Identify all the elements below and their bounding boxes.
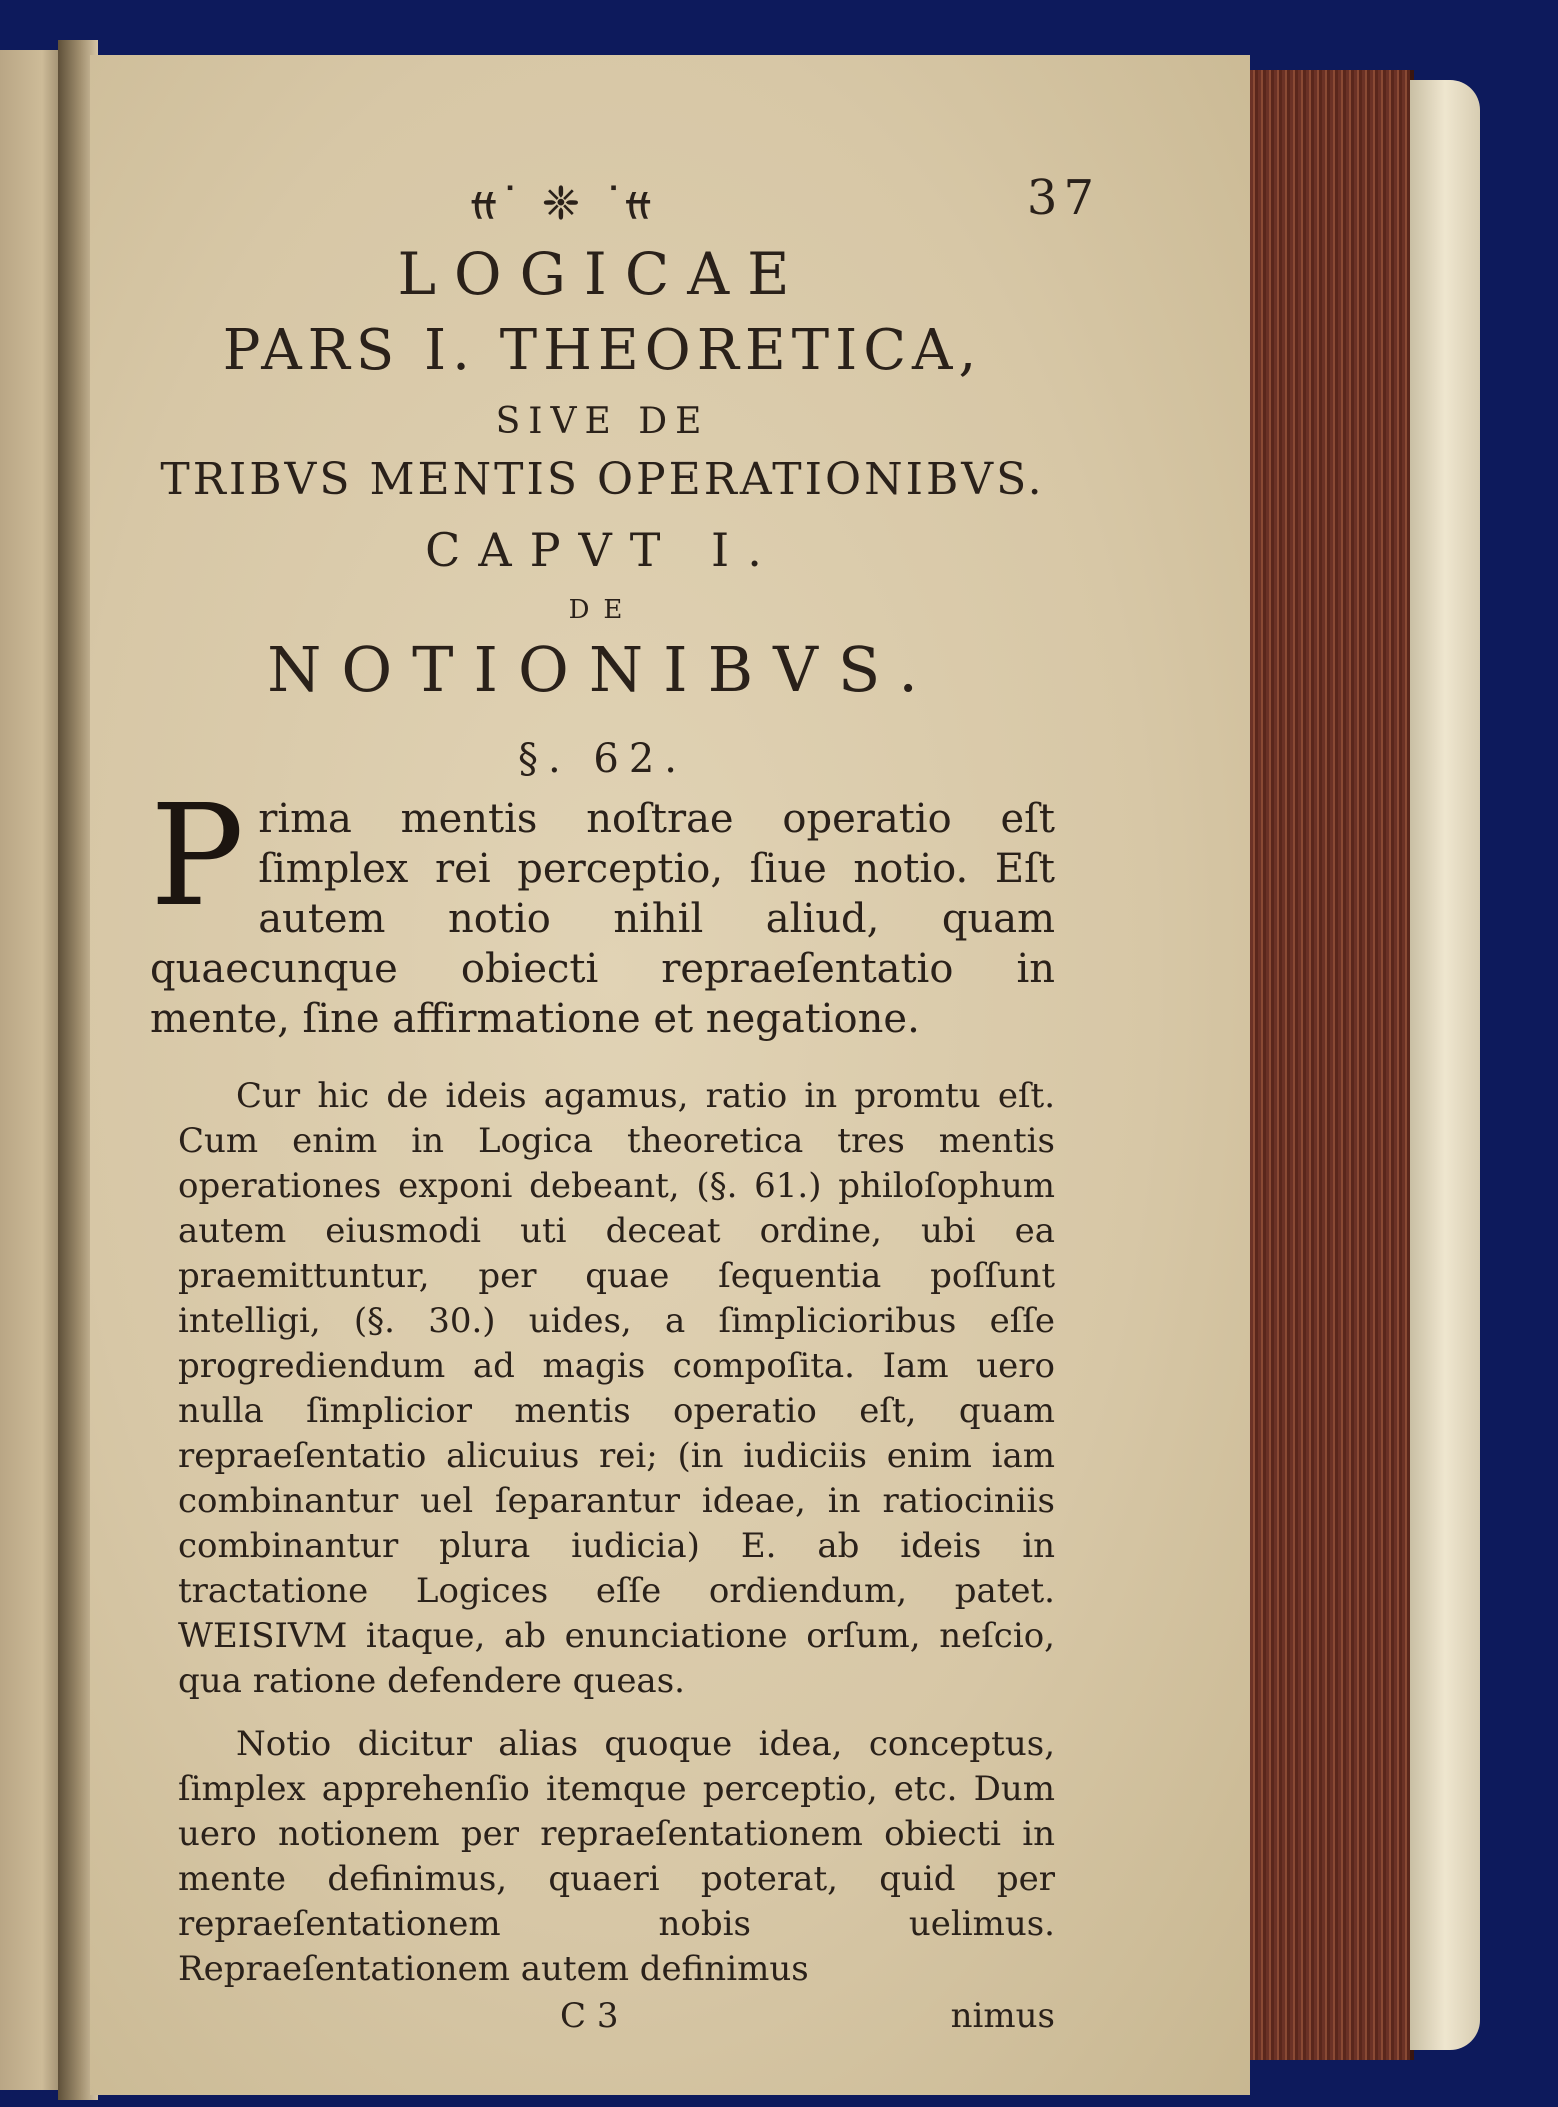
paragraph-notio: Notio dicitur alias quoque idea, conceptus, ſimplex apprehenſio itemque perceptio, etc. Dum uero notionem per repraeſentationem obiecti in mente definimus, quaeri poterat, quid per repraeſentationem nobis uelimus. Repraeſentationem autem definimus — [178, 1724, 1055, 1989]
title-tribus: TRIBVS MENTIS OPERATIONIBVS. — [160, 454, 1045, 505]
book-cover — [1410, 80, 1480, 2050]
paragraph-definition — [150, 775, 1055, 1044]
drop-cap: P — [150, 775, 245, 938]
page-text — [150, 160, 1100, 2040]
catchword: nimus — [950, 1996, 1055, 2036]
chapter-subject: NOTIONIBVS. — [267, 633, 938, 706]
page-header — [150, 160, 1100, 230]
page-edges — [1250, 70, 1414, 2060]
section-number: §. 62. — [517, 736, 688, 782]
title-sive-de: SIVE DE — [495, 401, 710, 442]
paragraph-definition-text: rima mentis noſtrae operatio eſt ſimplex rei perceptio, ſiue notio. Eſt autem notio nihil aliud, quam quaecunque obiecti repraeſentatio in mente, ſine affirmatione et negatione. — [150, 796, 1055, 1042]
title-pars: PARS I. THEORETICA, — [222, 318, 983, 383]
header-ornament: ᰙᐝ ❈ ᐝᰙ — [470, 176, 658, 230]
paragraph-commentary: Cur hic de ideis agamus, ratio in promtu eſt. Cum enim in Logica theoretica tres mentis operationes exponi debeant, (§. 61.) philoſophum autem eiusmodi uti deceat ordine, ubi ea praemittuntur, per quae ſequentia poſſunt intelligi, (§. 30.) uides, a ſimplicioribus eſſe progrediendum ad magis compoſita. Iam uero nulla ſimplicior mentis operatio eſt, quam repraeſentatio alicuius rei; (in iudiciis enim iam combinantur uel ſeparantur ideae, in ratiociniis combinantur plura iudicia) E. ab ideis in tractatione Logices eſſe ordiendum, patet. WEISIVM itaque, ab enunciatione orſum, neſcio, qua ratione defendere queas. — [178, 1076, 1055, 1701]
title-logicae: LOGICAE — [397, 240, 808, 308]
page-footer — [150, 1996, 1055, 2040]
signature-mark: C 3 — [560, 1996, 619, 2036]
page-number: 37 — [1026, 170, 1100, 226]
chapter-title: CAPVT I. — [425, 523, 780, 577]
chapter-de: DE — [568, 595, 637, 625]
